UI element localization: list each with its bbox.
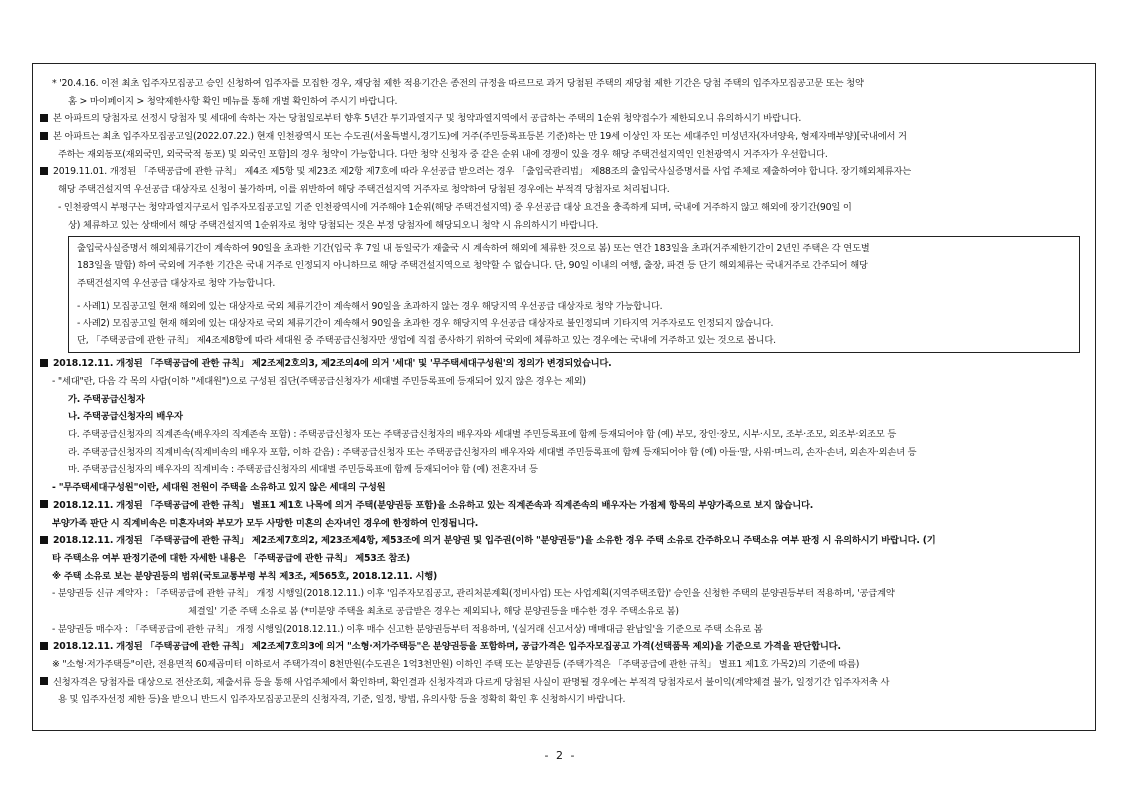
bullet-text: 본 아파트는 최초 입주자모집공고일(2022.07.22.) 현재 인천광역시 또는 수도권(서울특별시,경기도)에 거주(주민등록표등본 기준)하는 만 19세 이상인 자 또는 세대주인 미성년자(자녀양육, 형제자매부양)[국내에서 거 [53,131,907,143]
list-item: 라. 주택공급신청자의 직계비속(직계비속의 배우자 포함, 이하 같음) : 주택공급신청자 또는 주택공급신청자의 배우자와 세대별 주민등록표에 함께 등재되어야 함 (예) 아들·딸, 사위·며느리, 손자·손녀, 외손자·외손녀 등 [68,446,917,458]
notice-box [68,236,1080,353]
box-line: 183일을 말함) 하여 국외에 거주한 기간은 국내 거주로 인정되지 아니하므로 해당 주택건설지역으로 청약할 수 없습니다. 단, 90일 이내의 여행, 출장, 파견 등 단기 해외체류는 국내거주로 간주되어 해당 [77,260,868,272]
bullet-text: 2018.12.11. 개정된 「주택공급에 관한 규칙」 제2조제2호의3, 제2조의4에 의거 '세대' 및 '무주택세대구성원'의 정의가 변경되었습니다. [53,358,612,370]
bullet-square-icon [40,132,48,140]
page-number: - 2 - [544,749,577,762]
bullet-square-icon [40,677,48,685]
sub-bullet-continuation: 상) 체류하고 있는 상태에서 해당 주택건설지역 1순위자로 청약 당첨되는 것은 부정 당첨자에 해당되오니 청약 시 유의하시기 바랍니다. [68,219,599,231]
bullet-square-icon [40,642,48,650]
list-item: 나. 주택공급신청자의 배우자 [68,411,183,423]
box-line: - 사례1) 모집공고일 현재 해외에 있는 대상자로 국외 체류기간이 계속해서 90일을 초과하지 않는 경우 해당지역 우선공급 대상자로 청약 가능합니다. [77,300,663,312]
sub-bullet-line: - 분양권등 신규 계약자 : 「주택공급에 관한 규칙」 개정 시행일(2018.12.11.) 이후 '입주자모집공고, 관리처분계획(정비사업) 또는 사업계획(지역주택조합)' 승인을 신청한 주택의 분양권등부터 적용하며, '공급계약 [52,588,895,600]
list-item: 가. 주택공급신청자 [68,393,145,405]
list-item: 다. 주택공급신청자의 직계존속(배우자의 직계존속 포함) : 주택공급신청자 또는 주택공급신청자의 배우자와 세대별 주민등록표에 함께 등재되어야 함 (예) 부모, 장인·장모, 시부·시모, 조부·조모, 외조부·외조모 등 [68,429,897,441]
bullet-line [40,532,1090,550]
sub-bullet-line: - 분양권등 매수자 : 「주택공급에 관한 규칙」 개정 시행일(2018.12.11.) 이후 매수 신고한 분양권등부터 적용하며, '(실거래 신고서상) 매매대금 완납일'을 기준으로 주택 소유로 봄 [52,623,763,635]
note-line: ※ "소형·저가주택등"이란, 전용면적 60제곱미터 이하로서 주택가격이 8천만원(수도권은 1억3천만원) 이하인 주택 또는 분양권등 (주택가격은 「주택공급에 관한 규칙」 별표1 제1호 가목2)의 기준에 따름) [52,659,860,670]
bullet-continuation: 타 주택소유 여부 판정기준에 대한 자세한 내용은 「주택공급에 관한 규칙」 제53조 참조) [52,552,410,564]
list-item: 마. 주택공급신청자의 배우자의 직계비속 : 주택공급신청자의 세대별 주민등록표에 함께 등재되어야 함 (예) 전혼자녀 등 [68,464,538,476]
bullet-square-icon [40,536,48,544]
note-line: ※ 주택 소유로 보는 분양권등의 범위(국토교통부령 부칙 제3조, 제565호, 2018.12.11. 시행) [52,570,438,582]
bullet-line [40,674,1090,692]
note-line: * '20.4.16. 이전 최초 입주자모집공고 승인 신청하여 입주자를 모집한 경우, 재당첨 제한 적용기간은 종전의 규정을 따르므로 과거 당첨된 주택의 재당첨 제한 기간은 당첨 주택의 입주자모집공고문 또는 청약 [52,78,864,89]
bullet-continuation: 부양가족 판단 시 직계비속은 미혼자녀와 부모가 모두 사망한 미혼의 손자녀인 경우에 한정하여 인정됩니다. [52,517,479,529]
bullet-text: 신청자격은 당첨자를 대상으로 전산조회, 제출서류 등을 통해 사업주체에서 확인하며, 확인결과 신청자격과 다르게 당첨된 사실이 판명될 경우에는 부적격 당첨자로서 불이익(계약체결 불가, 일정기간 입주자저축 사 [53,676,890,688]
sub-bullet-line: - "무주택세대구성원"이란, 세대원 전원이 주택을 소유하고 있지 않은 세대의 구성원 [52,482,386,494]
sub-bullet-line: - "세대"란, 다음 각 목의 사람(이하 "세대원")으로 구성된 집단(주택공급신청자가 세대별 주민등록표에 등재되어 있지 않은 경우는 제외) [52,376,586,387]
bullet-line [40,163,1090,181]
box-line: 주택건설지역 우선공급 대상자로 청약 가능합니다. [77,277,276,289]
bullet-square-icon [40,500,48,508]
bullet-text: 2019.11.01. 개정된 「주택공급에 관한 규칙」 제4조 제5항 및 제23조 제2항 제7호에 따라 우선공급 받으려는 경우 「출입국관리법」 제88조의 출입국사실증명서를 사업 주체로 제출하여야 합니다. 장기해외체류자는 [53,166,912,178]
document-body [40,75,1090,709]
bullet-text: 2018.12.11. 개정된 「주택공급에 관한 규칙」 제2조제7호의2, 제23조제4항, 제53조에 의거 분양권 및 입주권(이하 "분양권등")을 소유한 경우 주택 소유로 간주하오니 주택소유 여부 판정 시 유의하시기 바랍니다. (기 [53,535,936,547]
bullet-text: 본 아파트의 당첨자로 선정시 당첨자 및 세대에 속하는 자는 당첨일로부터 향후 5년간 투기과열지구 및 청약과열지역에서 공급하는 주택의 1순위 청약접수가 제한되오니 유의하시기 바랍니다. [53,113,802,125]
bullet-line [40,638,1090,656]
box-line: 출입국사실증명서 해외체류기간이 계속하여 90일을 초과한 기간(입국 후 7일 내 동일국가 재출국 시 계속하여 해외에 체류한 것으로 봄) 또는 연간 183일을 초과(거주제한기간이 2년인 주택은 각 연도별 [77,243,870,255]
bullet-square-icon [40,114,48,122]
bullet-text: 2018.12.11. 개정된 「주택공급에 관한 규칙」 별표1 제1호 나목에 의거 주택(분양권등 포함)을 소유하고 있는 직계존속과 직계존속의 배우자는 가점제 항목의 부양가족으로 보지 않습니다. [53,499,814,511]
bullet-line [40,110,1090,128]
bullet-continuation: 해당 주택건설지역 우선공급 대상자로 신청이 불가하며, 이를 위반하여 해당 주택건설지역 거주자로 청약하여 당첨된 경우에는 부적격 당첨자로 처리됩니다. [58,184,670,196]
bullet-square-icon [40,167,48,175]
bullet-continuation: 주하는 재외동포(재외국민, 외국국적 동포) 및 외국인 포함]의 경우 청약이 가능합니다. 다만 청약 신청자 중 같은 순위 내에 경쟁이 있을 경우 해당 주택건설지역인 인천광역시 거주자가 우선합니다. [58,148,828,160]
bullet-square-icon [40,359,48,367]
sub-bullet-line: - 인천광역시 부평구는 청약과열지구로서 입주자모집공고일 기준 인천광역시에 거주해야 1순위(해당 주택건설지역) 중 우선공급 대상 요건을 충족하게 되며, 국내에 거주하지 않고 해외에 장기간(90일 이 [58,201,852,213]
box-line: - 사례2) 모집공고일 현재 해외에 있는 대상자로 국외 체류기간이 계속해서 90일을 초과한 경우 해당지역 우선공급 대상자로 불인정되며 기타지역 거주자로도 인정되지 않습니다. [77,317,774,329]
box-line: 단, 「주택공급에 관한 규칙」 제4조제8항에 따라 세대원 중 주택공급신청자만 생업에 직접 종사하기 위하여 국외에 체류하고 있는 경우에는 국내에 거주하고 있는 것으로 봅니다. [77,335,776,347]
note-line: 홈 > 마이페이지 > 청약제한사항 확인 메뉴를 통해 개별 확인하여 주시기 바랍니다. [68,95,398,107]
sub-bullet-continuation: 체결일' 기준 주택 소유로 봄 (*미분양 주택을 최초로 공급받은 경우는 제외되나, 해당 분양권등을 매수한 경우 주택소유로 봄) [188,605,679,617]
bullet-continuation: 용 및 입주자선정 제한 등)을 받으니 반드시 입주자모집공고문의 신청자격, 기준, 일정, 방법, 유의사항 등을 정확히 확인 후 신청하시기 바랍니다. [58,694,626,706]
bullet-line [40,128,1090,146]
bullet-text: 2018.12.11. 개정된 「주택공급에 관한 규칙」 제2조제7호의3에 의거 "소형·저가주택등"은 분양권등을 포함하며, 공급가격은 입주자모집공고 가격(선택품목 제외)을 기준으로 가격을 판단합니다. [53,641,841,653]
bullet-line [40,497,1090,515]
bullet-line [40,355,1090,373]
